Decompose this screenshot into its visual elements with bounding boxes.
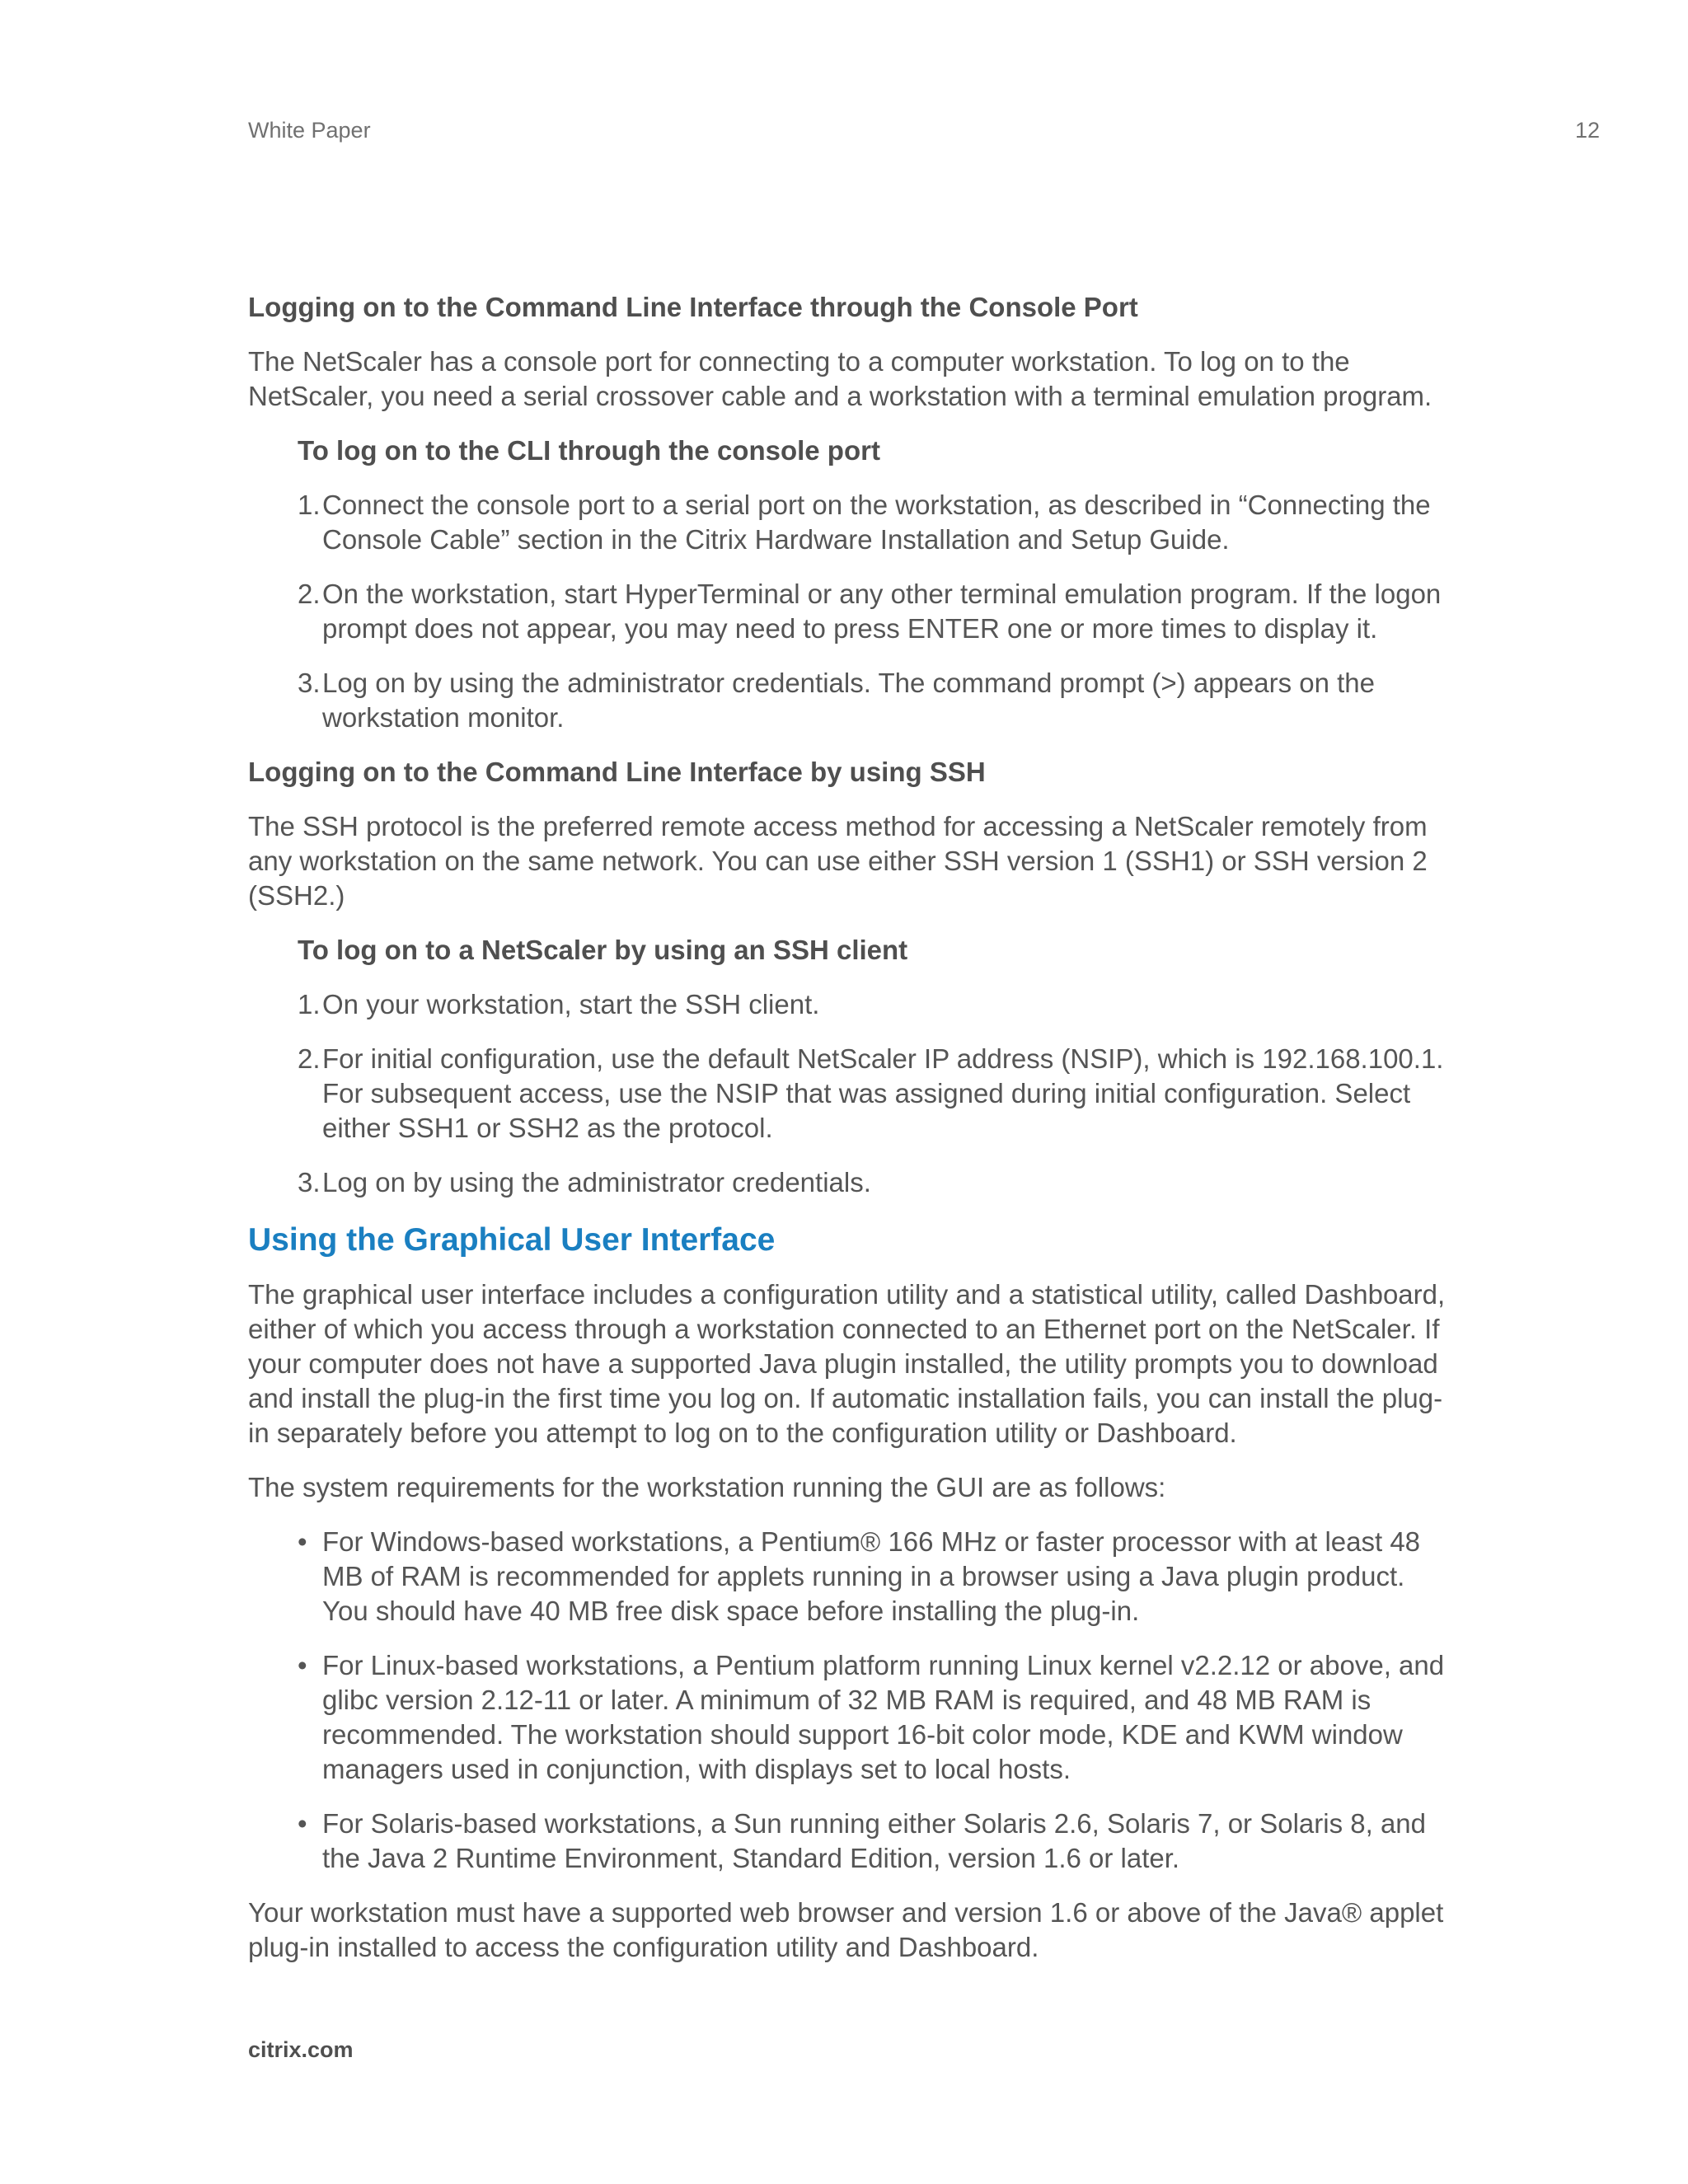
- step-number: 1.: [298, 989, 321, 1019]
- step-text: Log on by using the administrator credentials. The command prompt (>) appears on the workstation monitor.: [322, 668, 1376, 733]
- section-heading-ssh: Logging on to the Command Line Interface by using SSH: [248, 757, 986, 787]
- step-text: For initial configuration, use the default NetScaler IP address (NSIP), which is 192.168.100.1. For subsequent access, use the NSIP that was assigned during initial configuration. Select either SSH1 or SSH2 as the protocol.: [322, 1043, 1444, 1143]
- section-intro-gui: The graphical user interface includes a configuration utility and a statistical utility, called Dashboard, either of which you access through a workstation connected to an Ethernet port on the NetScaler. If your computer does not have a supported Java plugin installed, the utility prompts you to download and install the plug-in the first time you log on. If automatic installation fails, you can install the plug-in separately before you attempt to log on to the configuration utility or Dashboard.: [248, 1279, 1446, 1448]
- step-number: 2.: [298, 1043, 321, 1074]
- list-item: [248, 1165, 1451, 1200]
- footer-site-link[interactable]: citrix.com: [248, 2037, 354, 2062]
- step-text: Connect the console port to a serial port on the workstation, as described in “Connecting the Console Cable” section in the Citrix Hardware Installation and Setup Guide.: [322, 490, 1431, 555]
- page-number: 12: [1574, 118, 1600, 143]
- list-item: [248, 1807, 1451, 1876]
- procedure-title-console-port: To log on to the CLI through the console port: [298, 435, 880, 466]
- list-item: [248, 1525, 1451, 1629]
- list-item: [248, 1042, 1451, 1146]
- step-number: 3.: [298, 1167, 321, 1197]
- bullet-text: For Solaris-based workstations, a Sun running either Solaris 2.6, Solaris 7, or Solaris 8, and the Java 2 Runtime Environment, Standard Edition, version 1.6 or later.: [322, 1808, 1426, 1873]
- list-item: [248, 1648, 1451, 1787]
- document-body: [248, 290, 1451, 1985]
- procedure-title-ssh: To log on to a NetScaler by using an SSH client: [298, 935, 908, 965]
- list-item: [248, 987, 1451, 1022]
- section-intro-console-port: The NetScaler has a console port for connecting to a computer workstation. To log on to the NetScaler, you need a serial crossover cable and a workstation with a terminal emulation program.: [248, 346, 1432, 411]
- bullet-text: For Windows-based workstations, a Pentium® 166 MHz or faster processor with at least 48 MB of RAM is recommended for applets running in a browser using a Java plugin product. You should have 40 MB free disk space before installing the plug-in.: [322, 1526, 1421, 1626]
- step-text: Log on by using the administrator credentials.: [322, 1167, 871, 1197]
- bullet-icon: •: [298, 1808, 307, 1839]
- bullet-icon: •: [298, 1526, 307, 1557]
- section-heading-console-port: Logging on to the Command Line Interface through the Console Port: [248, 292, 1138, 322]
- requirements-list: [248, 1525, 1451, 1876]
- steps-ssh: [248, 987, 1451, 1200]
- step-text: On the workstation, start HyperTerminal or any other terminal emulation program. If the logon prompt does not appear, you may need to press ENTER one or more times to display it.: [322, 579, 1442, 644]
- list-item: [248, 666, 1451, 735]
- bullet-text: For Linux-based workstations, a Pentium platform running Linux kernel v2.2.12 or above, and glibc version 2.12-11 or later. A minimum of 32 MB RAM is required, and 48 MB RAM is recommended. The workstation should support 16-bit color mode, KDE and KWM window managers used in conjunction, with displays set to local hosts.: [322, 1650, 1445, 1784]
- requirements-intro: The system requirements for the workstation running the GUI are as follows:: [248, 1472, 1166, 1502]
- step-number: 1.: [298, 490, 321, 520]
- step-number: 3.: [298, 668, 321, 698]
- steps-console-port: [248, 488, 1451, 735]
- section-heading-gui: Using the Graphical User Interface: [248, 1222, 776, 1258]
- step-text: On your workstation, start the SSH client.: [322, 989, 820, 1019]
- header-label: White Paper: [248, 118, 371, 143]
- closing-paragraph: Your workstation must have a supported web browser and version 1.6 or above of the Java® applet plug-in installed to access the configuration utility and Dashboard.: [248, 1897, 1444, 1962]
- list-item: [248, 488, 1451, 557]
- step-number: 2.: [298, 579, 321, 609]
- bullet-icon: •: [298, 1650, 307, 1680]
- section-intro-ssh: The SSH protocol is the preferred remote access method for accessing a NetScaler remotely from any workstation on the same network. You can use either SSH version 1 (SSH1) or SSH version 2 (SSH2.): [248, 811, 1428, 911]
- list-item: [248, 577, 1451, 646]
